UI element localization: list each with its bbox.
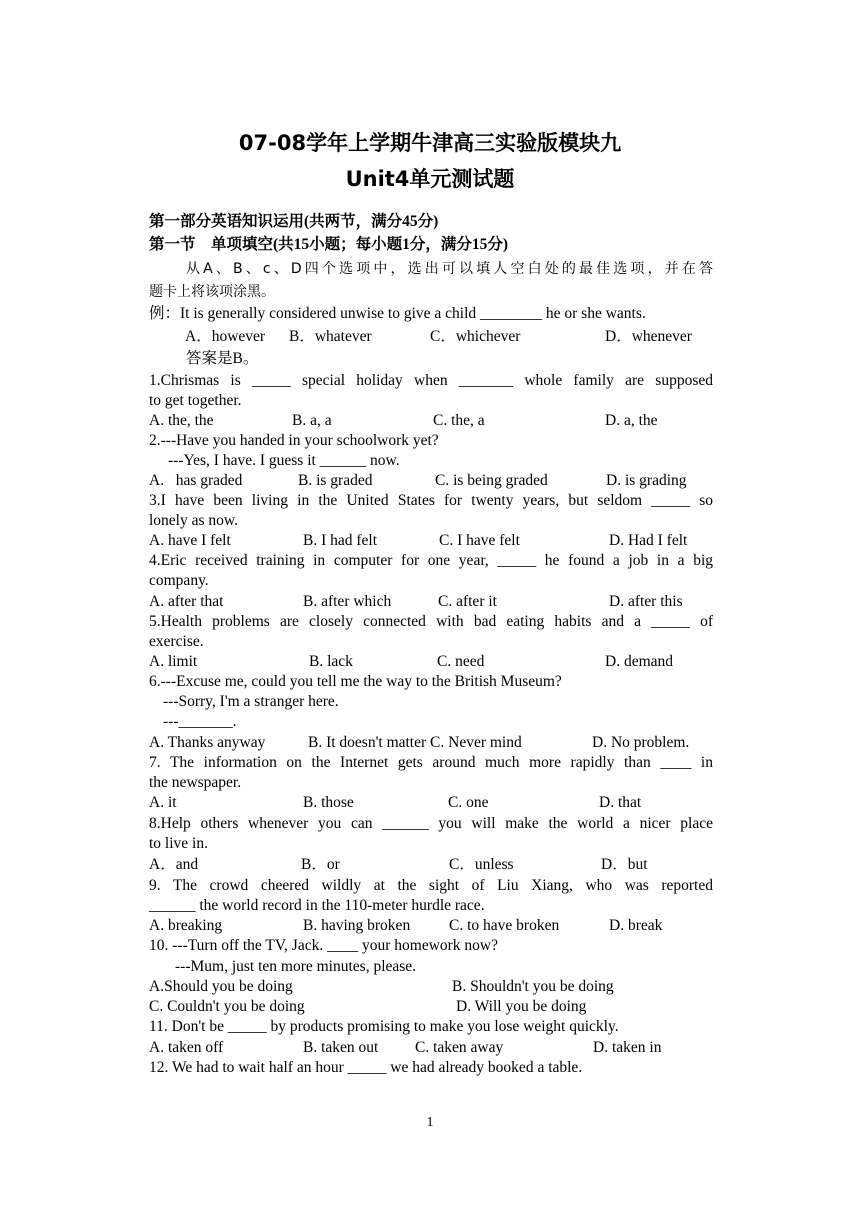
q3-option-d: D. Had I felt xyxy=(609,532,688,549)
example-option-c: C．whichever xyxy=(430,328,521,345)
question-11-stem: 11. Don't be _____ by products promising to make you lose weight quickly. xyxy=(149,1018,619,1035)
q1-option-b: B. a, a xyxy=(292,412,332,429)
question-1-stem-cont: to get together. xyxy=(149,392,242,409)
q9-option-b: B. having broken xyxy=(303,917,411,934)
question-6-stem-cont: ---Sorry, I'm a stranger here. xyxy=(163,693,339,710)
question-2-stem: 2.---Have you handed in your schoolwork yet? xyxy=(149,432,439,449)
q5-option-d: D. demand xyxy=(605,653,674,670)
q5-option-c: C. need xyxy=(437,653,485,670)
question-9-stem-cont: ______ the world record in the 110-meter hurdle race. xyxy=(149,897,485,914)
question-5-stem-cont: exercise. xyxy=(149,633,204,650)
question-6-stem: 6.---Excuse me, could you tell me the way to the British Museum? xyxy=(149,673,562,690)
q7-option-a: A. it xyxy=(149,794,177,811)
question-10-stem: 10. ---Turn off the TV, Jack. ____ your homework now? xyxy=(149,937,498,954)
section-heading: 第一节 单项填空(共15小题；每小题1分，满分15分) xyxy=(149,236,509,253)
q4-option-a: A. after that xyxy=(149,593,224,610)
question-7-stem-cont: the newspaper. xyxy=(149,774,242,791)
q9-option-d: D. break xyxy=(609,917,663,934)
q7-option-c: C. one xyxy=(448,794,489,811)
question-7-stem: 7. The information on the Internet gets around much more rapidly than ____ in xyxy=(149,754,713,771)
q4-option-d: D. after this xyxy=(609,593,683,610)
q3-option-c: C. I have felt xyxy=(439,532,520,549)
question-12-stem: 12. We had to wait half an hour _____ we had already booked a table. xyxy=(149,1059,583,1076)
example-option-a: A．however xyxy=(185,328,266,345)
q10-option-a: A.Should you be doing xyxy=(149,978,293,995)
q7-option-b: B. those xyxy=(303,794,354,811)
question-1-stem: 1.Chrismas is _____ special holiday when _______ whole family are supposed xyxy=(149,372,713,389)
part-heading: 第一部分英语知识运用(共两节，满分45分) xyxy=(149,213,439,230)
q6-option-a: A. Thanks anyway xyxy=(149,734,266,751)
q5-option-a: A. limit xyxy=(149,653,198,670)
q1-option-d: D. a, the xyxy=(605,412,658,429)
q5-option-b: B. lack xyxy=(309,653,353,670)
question-10-stem-cont: ---Mum, just ten more minutes, please. xyxy=(175,958,417,975)
q1-option-a: A. the, the xyxy=(149,412,214,429)
instructions-line-2: 题卡上将该项涂黑。 xyxy=(149,284,275,300)
question-4-stem-cont: company. xyxy=(149,572,209,589)
q10-option-b: B. Shouldn't you be doing xyxy=(452,978,614,995)
q7-option-d: D. that xyxy=(599,794,642,811)
q2-option-d: D. is grading xyxy=(606,472,687,489)
q9-option-c: C. to have broken xyxy=(449,917,560,934)
q10-option-c: C. Couldn't you be doing xyxy=(149,998,305,1015)
question-8-stem-cont: to live in. xyxy=(149,835,208,852)
question-5-stem: 5.Health problems are closely connected with bad eating habits and a _____ of xyxy=(149,613,713,630)
q6-option-d: D. No problem. xyxy=(592,734,690,751)
q4-option-b: B. after which xyxy=(303,593,392,610)
question-6-stem-blank: ---_______. xyxy=(163,713,237,730)
q6-option-b-c: B. It doesn't matter C. Never mind xyxy=(308,734,522,751)
example-option-b: B．whatever xyxy=(289,328,372,345)
q11-option-a: A. taken off xyxy=(149,1039,224,1056)
page-number: 1 xyxy=(426,1115,434,1130)
q4-option-c: C. after it xyxy=(438,593,497,610)
q2-option-b: B. is graded xyxy=(298,472,373,489)
question-8-stem: 8.Help others whenever you can ______ you will make the world a nicer place xyxy=(149,815,713,832)
q2-option-a: A. has graded xyxy=(149,472,243,489)
example-stem: 例：It is generally considered unwise to give a child ________ he or she wants. xyxy=(149,305,646,322)
q2-option-c: C. is being graded xyxy=(435,472,548,489)
instructions-line-1: 从A、B、c、D四个选项中，选出可以填人空白处的最佳选项，并在答 xyxy=(186,261,713,277)
q8-option-c: C．unless xyxy=(449,856,514,873)
q3-option-b: B. I had felt xyxy=(303,532,378,549)
example-answer: 答案是B。 xyxy=(186,350,259,367)
q8-option-d: D．but xyxy=(601,856,648,873)
q8-option-b: B．or xyxy=(301,856,340,873)
q10-option-d: D. Will you be doing xyxy=(456,998,587,1015)
doc-subtitle: Unit4单元测试题 xyxy=(345,167,515,191)
q9-option-a: A. breaking xyxy=(149,917,223,934)
q8-option-a: A．and xyxy=(149,856,199,873)
q3-option-a: A. have I felt xyxy=(149,532,231,549)
question-9-stem: 9. The crowd cheered wildly at the sight of Liu Xiang, who was reported xyxy=(149,877,713,894)
question-3-stem-cont: lonely as now. xyxy=(149,512,238,529)
q11-option-c: C. taken away xyxy=(415,1039,504,1056)
question-3-stem: 3.I have been living in the United States for twenty years, but seldom _____ so xyxy=(149,492,713,509)
q11-option-b: B. taken out xyxy=(303,1039,379,1056)
question-4-stem: 4.Eric received training in computer for one year, _____ he found a job in a big xyxy=(149,552,713,569)
example-option-d: D．whenever xyxy=(605,328,692,345)
q11-option-d: D. taken in xyxy=(593,1039,662,1056)
doc-title: 07-08学年上学期牛津高三实验版模块九 xyxy=(238,131,622,155)
q1-option-c: C. the, a xyxy=(433,412,485,429)
question-2-stem-cont: ---Yes, I have. I guess it ______ now. xyxy=(168,452,400,469)
